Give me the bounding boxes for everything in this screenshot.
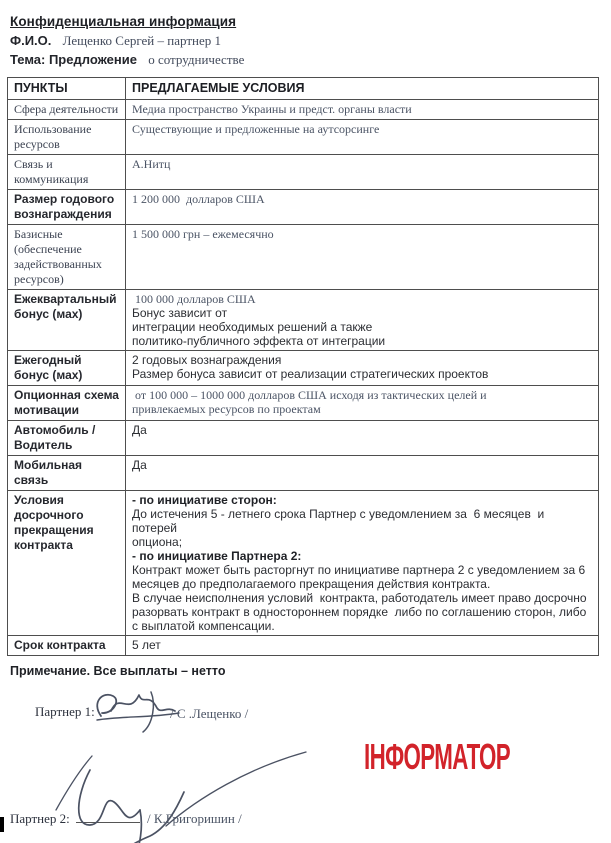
row-label: Базисные (обеспечение задействованных ресурсов) xyxy=(8,225,126,290)
column-header-items: ПУНКТЫ xyxy=(8,78,126,100)
conditions-table xyxy=(7,77,599,656)
row-label: Ежегодный бонус (мах) xyxy=(8,351,126,386)
value-line: Существующие и предложенные на аутсорсинге xyxy=(132,122,380,136)
table-row xyxy=(8,421,599,456)
row-label: Срок контракта xyxy=(8,636,126,656)
row-label: Условия досрочного прекращения контракта xyxy=(8,491,126,636)
row-value xyxy=(126,636,599,656)
value-line: месяцев до предполагаемого прекращения действия контракта. xyxy=(132,577,491,591)
row-value xyxy=(126,155,599,190)
partner2-label: Партнер 2: xyxy=(10,811,70,826)
value-line: 100 000 долларов США xyxy=(132,292,256,306)
row-value xyxy=(126,290,599,351)
table-row xyxy=(8,636,599,656)
note-line: Примечание. Все выплаты – нетто xyxy=(10,664,226,678)
value-line: - по инициативе Партнера 2: xyxy=(132,549,302,563)
scan-artifact-bar xyxy=(0,817,4,832)
row-label: Опционная схема мотивации xyxy=(8,386,126,421)
value-line: Да xyxy=(132,423,147,437)
row-label: Размер годового вознаграждения xyxy=(8,190,126,225)
value-line: До истечения 5 - летнего срока Партнер с уведомлением за 6 месяцев и потерей xyxy=(132,507,548,535)
partner2-name: / К.Григоришин / xyxy=(147,811,242,826)
row-value xyxy=(126,386,599,421)
table-row xyxy=(8,351,599,386)
value-line: Размер бонуса зависит от реализации стратегических проектов xyxy=(132,367,489,381)
signature-block-partner1 xyxy=(35,704,611,748)
value-line: - по инициативе сторон: xyxy=(132,493,277,507)
row-value xyxy=(126,456,599,491)
row-value xyxy=(126,421,599,456)
row-label: Связь и коммуникация xyxy=(8,155,126,190)
value-line: интеграции необходимых решений а также xyxy=(132,320,373,334)
partner2-signature-icon xyxy=(48,748,318,843)
table-row xyxy=(8,225,599,290)
document-title xyxy=(10,13,611,30)
signature-block-partner2 xyxy=(10,810,611,843)
table-row xyxy=(8,290,599,351)
table-header-row xyxy=(8,78,599,100)
row-value xyxy=(126,190,599,225)
table-row xyxy=(8,100,599,120)
value-line: Контракт может быть расторгнут по инициативе партнера 2 с уведомлением за 6 xyxy=(132,563,586,577)
fio-value: Лещенко Сергей – партнер 1 xyxy=(62,33,221,48)
theme-label: Тема: Предложение xyxy=(10,52,137,67)
table-row xyxy=(8,491,599,636)
partner1-label: Партнер 1: xyxy=(35,704,95,719)
fio-label: Ф.И.О. xyxy=(10,33,52,48)
row-value xyxy=(126,120,599,155)
document-header xyxy=(0,0,611,68)
value-line: Медиа пространство Украины и предст. органы власти xyxy=(132,102,412,116)
value-line: Да xyxy=(132,458,147,472)
row-label: Использование ресурсов xyxy=(8,120,126,155)
value-line: опциона; xyxy=(132,535,183,549)
table-row xyxy=(8,386,599,421)
value-line: 1 500 000 грн – ежемесячно xyxy=(132,227,274,241)
column-header-conditions: ПРЕДЛАГАЕМЫЕ УСЛОВИЯ xyxy=(126,78,599,100)
table-row xyxy=(8,120,599,155)
table-row xyxy=(8,456,599,491)
row-value xyxy=(126,225,599,290)
value-line: Бонус зависит от xyxy=(132,306,228,320)
value-line: политико-публичного эффекта от интеграции xyxy=(132,334,386,348)
value-line: А.Нитц xyxy=(132,157,171,171)
signature-line xyxy=(76,810,140,823)
row-value xyxy=(126,491,599,636)
value-line: с выплатой компенсации. xyxy=(132,619,275,633)
row-value xyxy=(126,351,599,386)
value-line: разорвать контракт в одностороннем порядке либо по соглашению сторон, либо xyxy=(132,605,587,619)
confidential-title: Конфиденциальная информация xyxy=(10,14,237,29)
value-line: от 100 000 – 1000 000 долларов США исходя из тактических целей и xyxy=(132,388,487,402)
row-label: Ежеквартальный бонус (мах) xyxy=(8,290,126,351)
row-value xyxy=(126,100,599,120)
value-line: 1 200 000 долларов США xyxy=(132,192,265,206)
table-row xyxy=(8,155,599,190)
theme-value: о сотрудничестве xyxy=(148,52,245,67)
theme-line xyxy=(10,51,611,68)
row-label: Мобильная связь xyxy=(8,456,126,491)
row-label: Автомобиль /Водитель xyxy=(8,421,126,456)
value-line: 2 годовых вознаграждения xyxy=(132,353,282,367)
value-line: В случае неисполнения условий контракта, работодатель имеет право досрочно xyxy=(132,591,587,605)
row-label: Сфера деятельности xyxy=(8,100,126,120)
watermark-informator: ІНФОРМАТОР xyxy=(364,736,511,777)
partner1-name: / С .Лещенко / xyxy=(170,706,249,721)
value-line: 5 лет xyxy=(132,638,161,652)
value-line: привлекаемых ресурсов по проектам xyxy=(132,402,321,416)
fio-line xyxy=(10,32,611,49)
table-row xyxy=(8,190,599,225)
